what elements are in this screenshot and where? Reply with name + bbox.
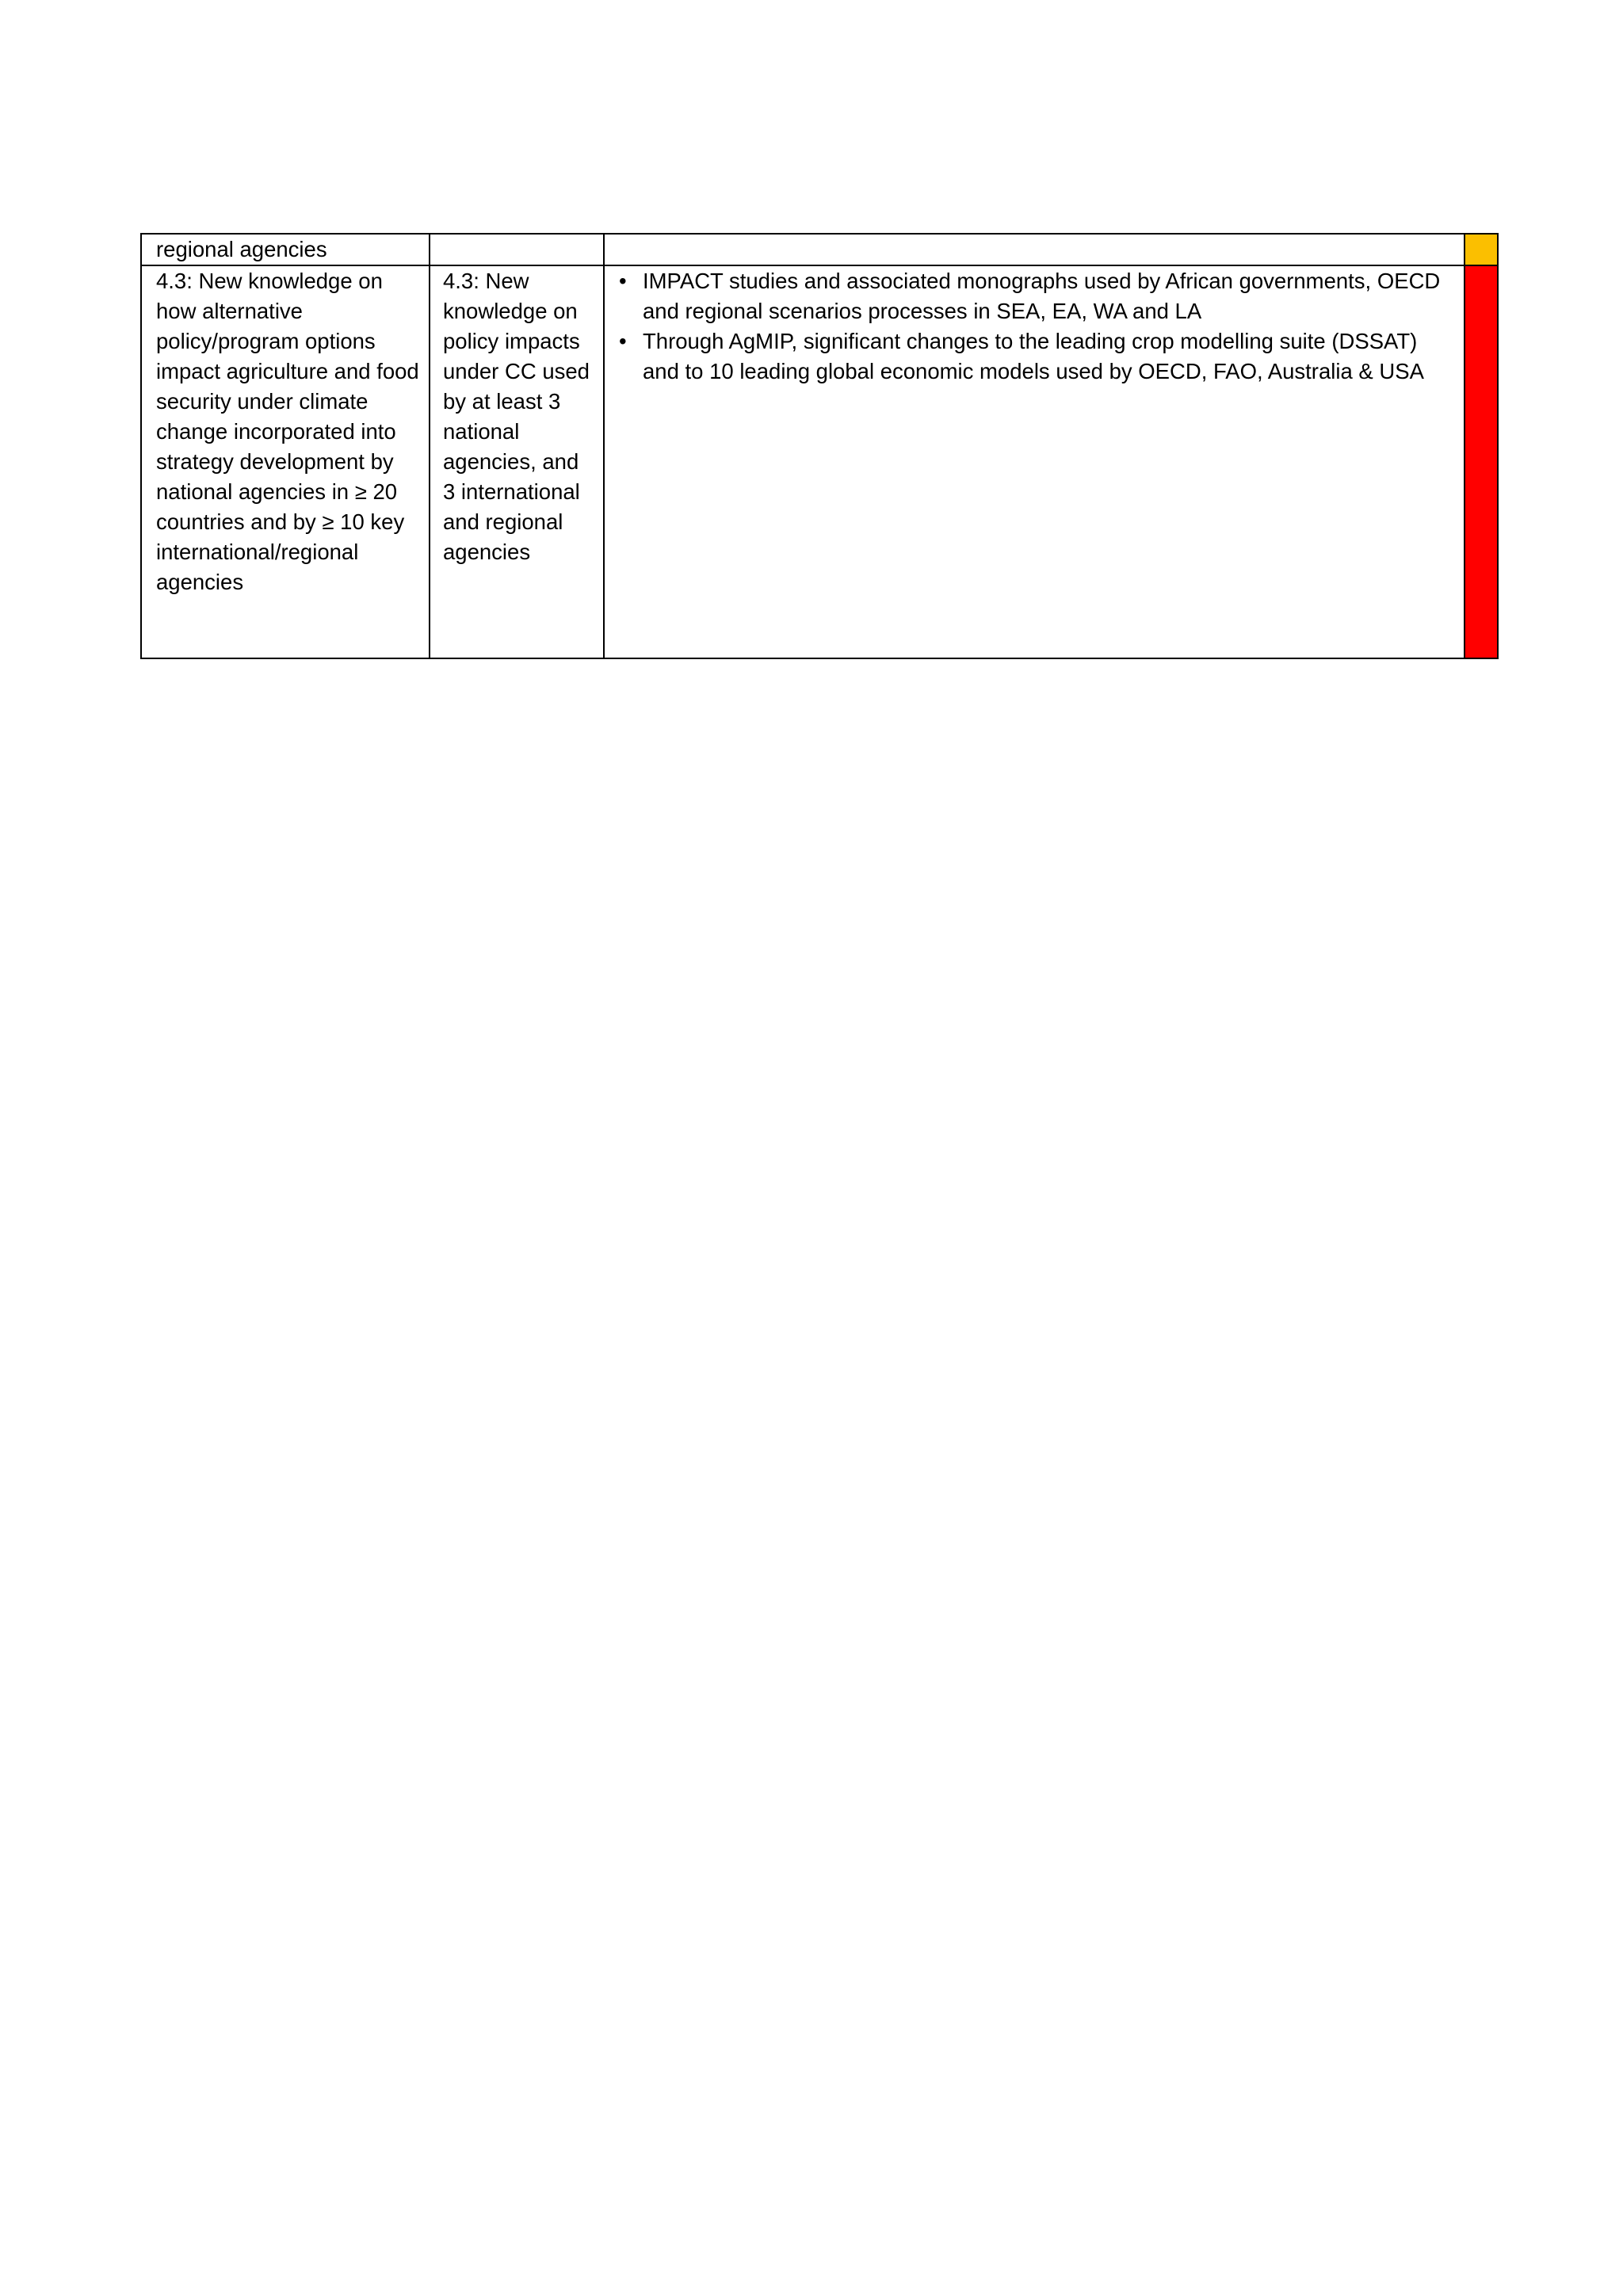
status-indicator [1465,234,1498,265]
evidence-item-text: IMPACT studies and associated monographs used by African governments, OECD and regional scenarios processes in SEA, EA, WA and LA [643,269,1441,323]
list-item [619,326,1454,387]
target-cell [430,234,604,265]
bullet-icon: • [619,329,627,353]
target-cell [430,265,604,658]
table-row [141,234,1498,265]
evidence-item-text: Through AgMIP, significant changes to the leading crop modelling suite (DSSAT) and to 10 leading global economic models used by OECD, FAO, Australia & USA [643,329,1424,383]
evidence-list [619,266,1454,387]
outcome-cell [141,234,430,265]
list-item [619,266,1454,326]
status-indicator [1465,265,1498,658]
evidence-cell [604,234,1465,265]
outcome-text: 4.3: New knowledge on how alternative policy/program options impact agriculture and food security under climate change incorporated into strategy development by national agencies in ≥ 20 countries and by ≥ 10 key international/regional agencies [156,269,419,594]
evidence-cell [604,265,1465,658]
outcome-cell [141,265,430,658]
bullet-icon: • [619,269,627,293]
table-row [141,265,1498,658]
progress-table [140,233,1499,659]
outcome-text: regional agencies [156,237,327,261]
target-text: 4.3: New knowledge on policy impacts under CC used by at least 3 national agencies, and 3 international and regional agencies [443,269,590,564]
